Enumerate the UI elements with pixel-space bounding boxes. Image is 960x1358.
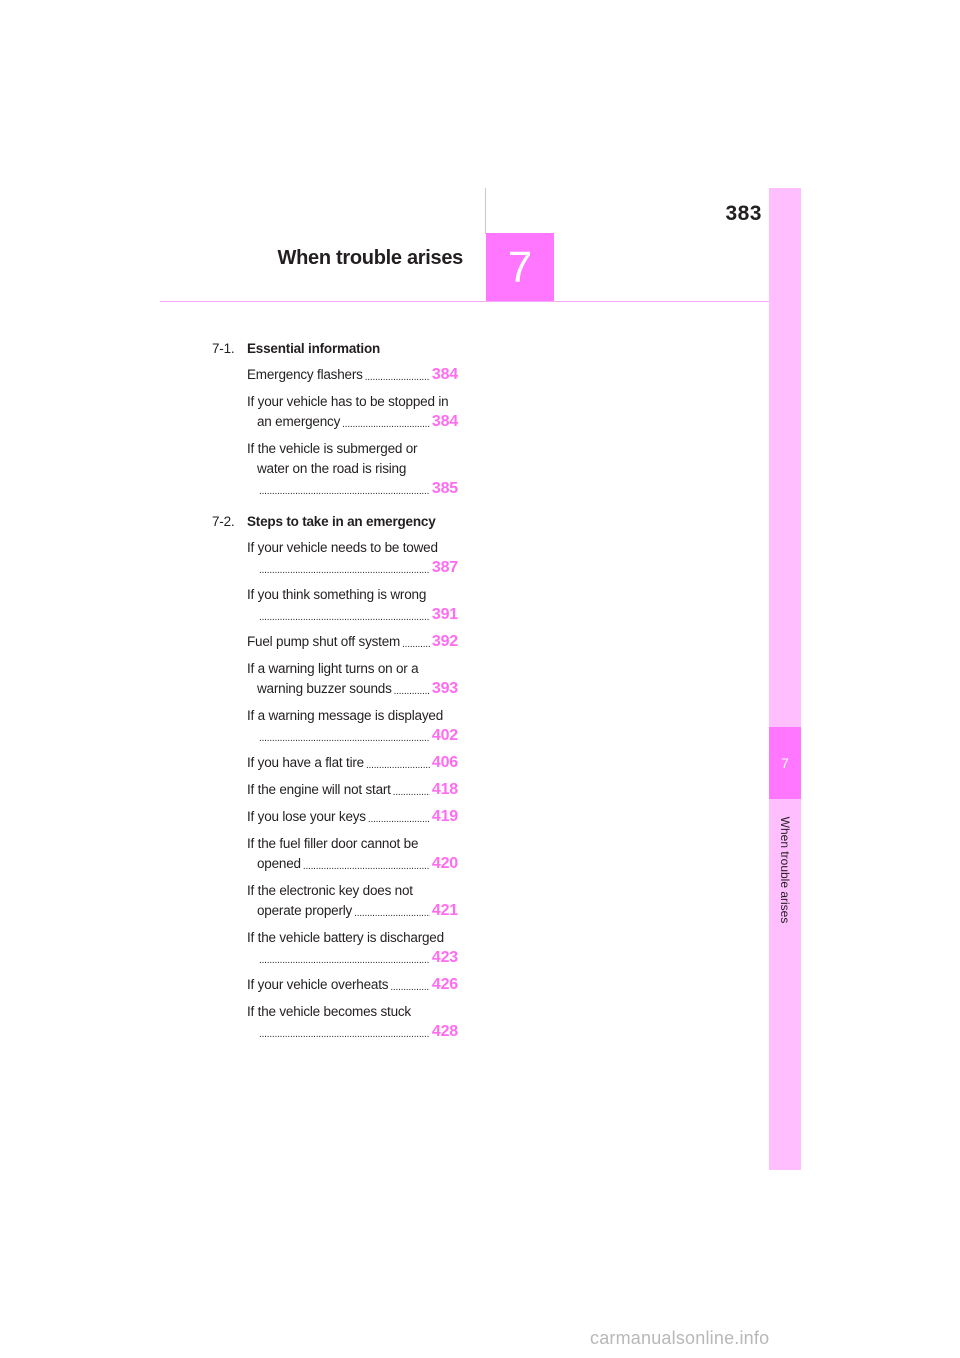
entry-text: If the vehicle is submerged or — [247, 441, 418, 456]
page-reference[interactable]: 392 — [431, 633, 458, 650]
page-reference[interactable]: 426 — [431, 976, 458, 993]
entry-text: an emergency — [257, 414, 341, 429]
entry-text: Fuel pump shut off system — [247, 634, 401, 649]
page-reference[interactable]: 420 — [431, 855, 458, 872]
page-reference[interactable]: 391 — [431, 606, 458, 623]
page-reference[interactable]: 421 — [431, 902, 458, 919]
toc-entry[interactable] — [247, 928, 458, 968]
toc-section — [212, 512, 462, 1042]
toc-entry[interactable] — [247, 538, 458, 578]
entry-text: If your vehicle has to be stopped in — [247, 394, 449, 409]
page-number: 383 — [725, 202, 762, 225]
entry-text: opened — [257, 856, 301, 871]
toc-entry[interactable] — [247, 975, 458, 995]
entry-text: If you have a flat tire — [247, 755, 364, 770]
dot-leader — [259, 954, 430, 968]
entry-text: If the vehicle battery is discharged — [247, 930, 444, 945]
page-reference[interactable]: 428 — [431, 1023, 458, 1040]
section-title: Steps to take in an emergency — [247, 514, 436, 529]
entry-text: If you lose your keys — [247, 809, 366, 824]
entry-text: If the engine will not start — [247, 782, 391, 797]
header-rule — [160, 301, 769, 302]
toc-entry[interactable] — [247, 753, 458, 773]
entry-text: If your vehicle overheats — [247, 977, 389, 992]
toc-entry[interactable] — [247, 365, 458, 385]
dot-leader — [259, 732, 430, 746]
page-reference[interactable]: 384 — [431, 413, 458, 430]
dot-leader — [342, 418, 430, 432]
dot-leader — [393, 786, 430, 800]
page-reference[interactable]: 393 — [431, 680, 458, 697]
toc-entry[interactable] — [247, 439, 458, 499]
dot-leader — [365, 371, 430, 385]
entry-text: If the vehicle becomes stuck — [247, 1004, 411, 1019]
page-reference[interactable]: 423 — [431, 949, 458, 966]
section-heading — [212, 339, 462, 359]
entry-text: Emergency flashers — [247, 367, 363, 382]
page-reference[interactable]: 402 — [431, 727, 458, 744]
dot-leader — [366, 759, 430, 773]
page-reference[interactable]: 384 — [431, 366, 458, 383]
side-tab-label: When trouble arises — [778, 816, 792, 924]
dot-leader — [259, 1028, 430, 1042]
toc-entry[interactable] — [247, 632, 458, 652]
toc-entry[interactable] — [247, 780, 458, 800]
entry-text: If the fuel filler door cannot be — [247, 836, 419, 851]
section-number: 7-1. — [212, 341, 235, 356]
page-reference[interactable]: 387 — [431, 559, 458, 576]
dot-leader — [354, 907, 430, 921]
section-title: Essential information — [247, 341, 381, 356]
side-tab — [769, 188, 801, 1170]
dot-leader — [402, 638, 430, 652]
dot-leader — [259, 564, 430, 578]
toc-entry[interactable] — [247, 585, 458, 625]
page-reference[interactable]: 385 — [431, 480, 458, 497]
section-heading — [212, 512, 462, 532]
entry-text: warning buzzer sounds — [257, 681, 392, 696]
entry-text: If the electronic key does not — [247, 883, 413, 898]
entry-text: If a warning light turns on or a — [247, 661, 419, 676]
dot-leader — [368, 813, 430, 827]
dot-leader — [259, 611, 430, 625]
dot-leader — [394, 685, 430, 699]
table-of-contents — [212, 339, 462, 1049]
toc-entry[interactable] — [247, 1002, 458, 1042]
toc-entry[interactable] — [247, 881, 458, 921]
entry-text: If a warning message is displayed — [247, 708, 444, 723]
dot-leader — [390, 981, 430, 995]
header-divider — [485, 188, 486, 234]
watermark: carmanualsonline.info — [590, 1328, 770, 1348]
entry-text: operate properly — [257, 903, 353, 918]
dot-leader — [259, 485, 430, 499]
dot-leader — [303, 860, 430, 874]
entry-text: If you think something is wrong — [247, 587, 427, 602]
chapter-title: When trouble arises — [277, 247, 463, 269]
toc-entry[interactable] — [247, 807, 458, 827]
toc-section — [212, 339, 462, 499]
page-reference[interactable]: 406 — [431, 754, 458, 771]
toc-entry[interactable] — [247, 834, 458, 874]
entry-text: If your vehicle needs to be towed — [247, 540, 438, 555]
page-reference[interactable]: 418 — [431, 781, 458, 798]
chapter-number-box: 7 — [486, 233, 554, 302]
toc-entry[interactable] — [247, 392, 458, 432]
entry-text: water on the road is rising — [257, 461, 407, 476]
toc-entry[interactable] — [247, 706, 458, 746]
section-number: 7-2. — [212, 514, 235, 529]
page-reference[interactable]: 419 — [431, 808, 458, 825]
side-tab-number: 7 — [769, 727, 801, 799]
toc-entry[interactable] — [247, 659, 458, 699]
